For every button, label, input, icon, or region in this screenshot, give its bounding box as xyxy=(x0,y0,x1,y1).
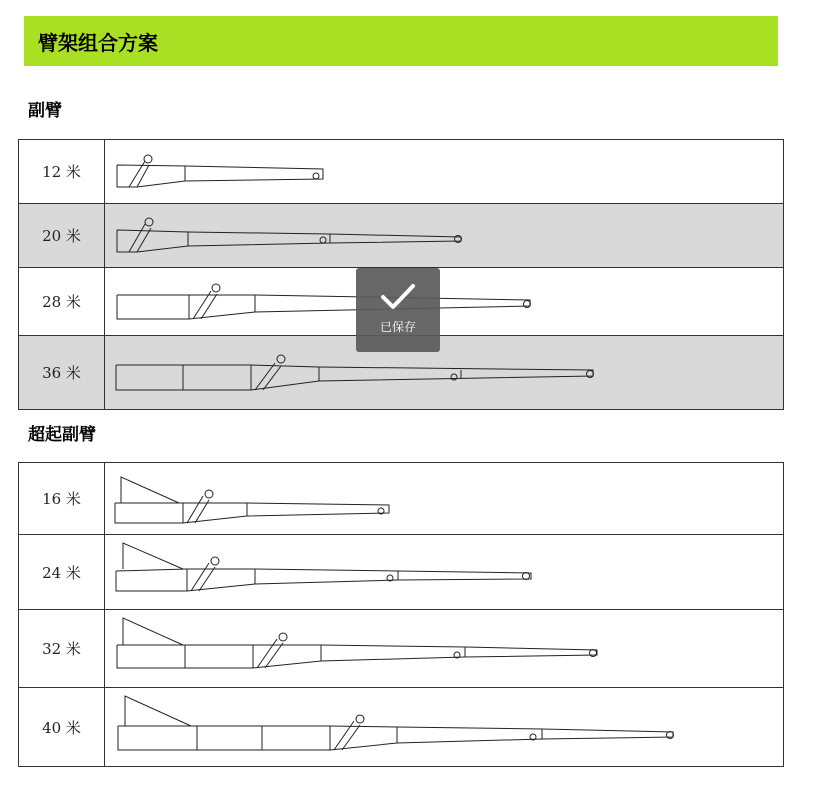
boom-diagram xyxy=(105,336,783,409)
boom-length-label: 24 米 xyxy=(19,535,105,610)
boom-diagram xyxy=(105,688,783,766)
page-header xyxy=(24,16,778,66)
table-row[interactable] xyxy=(19,610,784,688)
section-title-superlift-jib: 超起副臂 xyxy=(28,425,96,445)
boom-diagram xyxy=(105,610,783,687)
boom-diagram-cell xyxy=(105,610,784,688)
boom-diagram-cell xyxy=(105,268,784,336)
boom-diagram xyxy=(105,268,783,335)
boom-length-label: 20 米 xyxy=(19,204,105,268)
boom-length-label: 36 米 xyxy=(19,336,105,410)
boom-diagram xyxy=(105,204,783,267)
table-row[interactable] xyxy=(19,535,784,610)
boom-diagram-cell xyxy=(105,204,784,268)
table-row[interactable] xyxy=(19,688,784,767)
boom-diagram xyxy=(105,463,783,534)
table-row[interactable] xyxy=(19,463,784,535)
boom-diagram-cell xyxy=(105,463,784,535)
boom-length-label: 16 米 xyxy=(19,463,105,535)
boom-length-label: 12 米 xyxy=(19,140,105,204)
saved-toast xyxy=(356,268,440,352)
boom-diagram-cell xyxy=(105,140,784,204)
page-title: 臂架组合方案 xyxy=(38,30,158,55)
superlift-jib-table xyxy=(18,462,784,767)
boom-diagram-cell xyxy=(105,535,784,610)
boom-length-label: 32 米 xyxy=(19,610,105,688)
boom-diagram xyxy=(105,535,783,609)
boom-length-label: 40 米 xyxy=(19,688,105,767)
checkmark-icon xyxy=(379,282,417,312)
table-row[interactable] xyxy=(19,140,784,204)
boom-diagram-cell xyxy=(105,688,784,767)
section-title-jib: 副臂 xyxy=(28,101,62,121)
boom-length-label: 28 米 xyxy=(19,268,105,336)
toast-text: 已保存 xyxy=(379,320,416,334)
boom-diagram xyxy=(105,140,783,203)
boom-diagram-cell xyxy=(105,336,784,410)
table-row[interactable] xyxy=(19,204,784,268)
